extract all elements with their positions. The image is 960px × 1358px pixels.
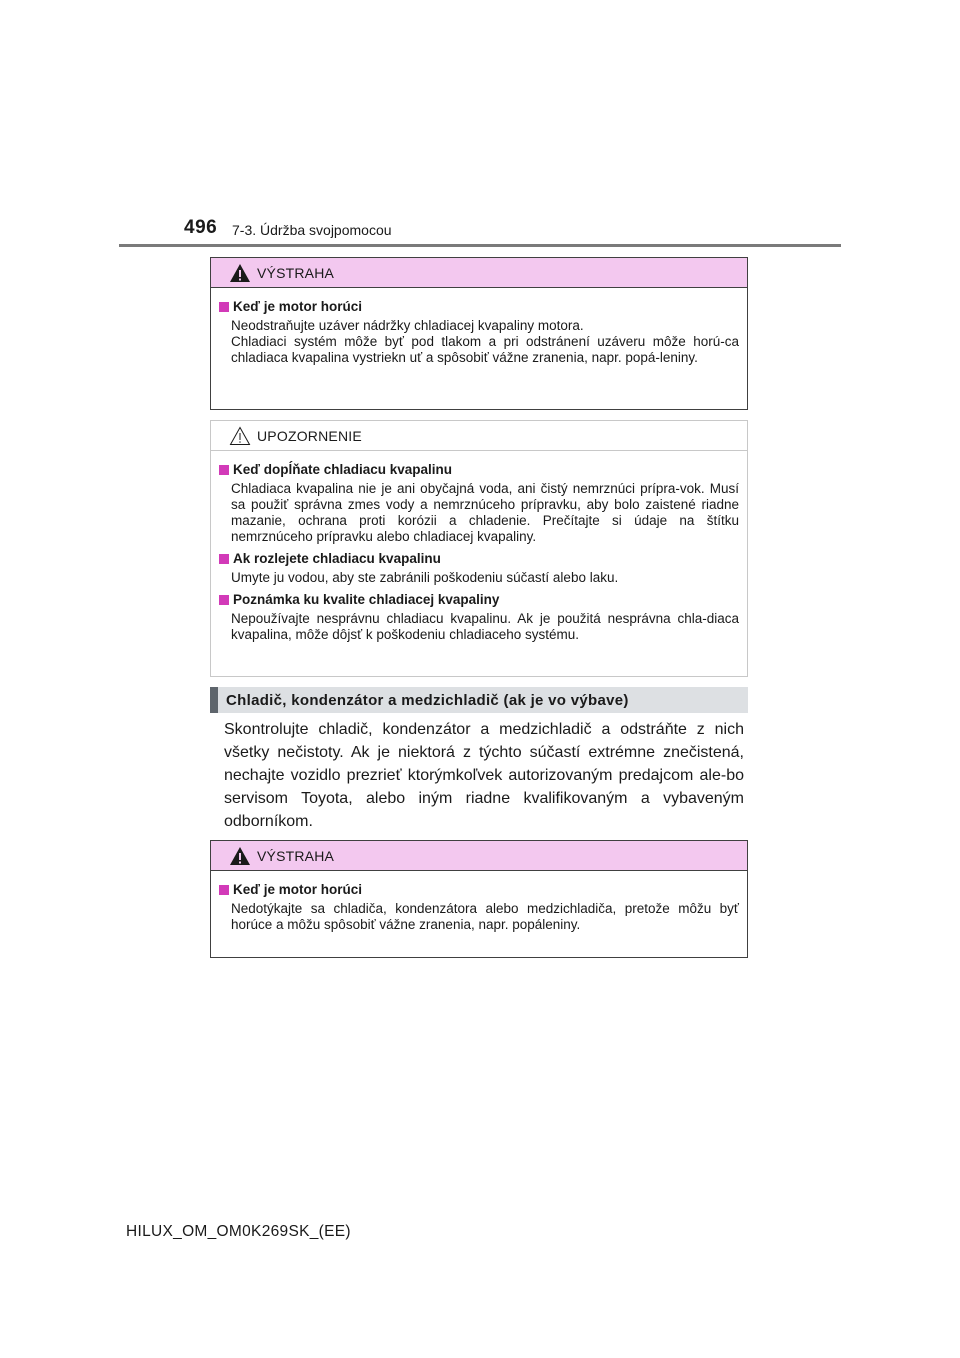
item-title xyxy=(219,592,739,607)
body-paragraph: Skontrolujte chladič, kondenzátor a medzichladič a odstráňte z nich všetky nečistoty. Ak je niektorá z týchto súčastí extrémne znečistená, nechajte vozidlo prezrieť ktorýmkoľvek autorizovaným predajcom ale-bo servisom Toyota, alebo iným riadne kvalifikovaným a vybaveným odborníkom. xyxy=(224,721,744,830)
item-title-text: Keď je motor horúci xyxy=(233,299,362,314)
item-title-text: Keď dopĺňate chladiacu kvapalinu xyxy=(233,462,453,477)
section-title: 7-3. Údržba svojpomocou xyxy=(232,222,392,238)
caution-box-header xyxy=(211,421,747,451)
item-text: Chladiaca kvapalina nie je ani obyčajná voda, ani čistý nemrznúci prípra-vok. Musí sa použiť správna zmes vody a nemrznúceho prípravku, aby bolo zaistené riadne mazanie, ochrana proti korózii a chladenie. Prečítajte si údaje na štítku nemrznúceho prípravku alebo chladiacej kvapaliny. xyxy=(231,481,739,544)
section-heading-text: Chladič, kondenzátor a medzichladič (ak je vo výbave) xyxy=(226,691,629,709)
item-text xyxy=(231,318,739,366)
header-rule xyxy=(119,244,841,247)
item-title xyxy=(219,882,739,897)
caution-icon xyxy=(229,426,251,446)
item-title-text: Keď je motor horúci xyxy=(233,882,362,897)
warning-box-header xyxy=(211,841,747,871)
bullet-icon xyxy=(219,885,229,895)
bullet-icon xyxy=(219,595,229,605)
item-title xyxy=(219,462,739,477)
warning-box-body xyxy=(211,288,747,378)
caution-label: UPOZORNENIE xyxy=(257,427,362,444)
section-heading xyxy=(210,687,748,713)
item-text-line: Neodstraňujte uzáver nádržky chladiacej kvapaliny motora. xyxy=(231,318,584,333)
warning-box xyxy=(210,840,748,958)
warning-box xyxy=(210,257,748,410)
warning-box-header xyxy=(211,258,747,288)
item-text: Umyte ju vodou, aby ste zabránili poškodeniu súčastí alebo laku. xyxy=(231,570,619,585)
warning-icon xyxy=(229,846,251,866)
item-text-line: Chladiaci systém môže byť pod tlakom a pri odstránení uzáveru môže horú-ca chladiaca kvapalina vystriekn uť a spôsobiť vážne zranenia, napr. popá-leniny. xyxy=(231,334,739,365)
item-title xyxy=(219,551,739,566)
warning-label: VÝSTRAHA xyxy=(257,264,335,281)
bullet-icon xyxy=(219,465,229,475)
item-text: Nepoužívajte nesprávnu chladiacu kvapalinu. Ak je použitá nesprávna chla-diaca kvapalina, môže dôjsť k poškodeniu chladiaceho systému. xyxy=(231,611,739,642)
item-title-text: Ak rozlejete chladiacu kvapalinu xyxy=(233,551,441,566)
bullet-icon xyxy=(219,302,229,312)
item-title-text: Poznámka ku kvalite chladiacej kvapaliny xyxy=(233,592,500,607)
caution-box xyxy=(210,420,748,677)
document-code: HILUX_OM_OM0K269SK_(EE) xyxy=(126,1223,351,1240)
warning-label: VÝSTRAHA xyxy=(257,847,335,864)
caution-box-body xyxy=(211,451,747,655)
page-number: 496 xyxy=(184,217,218,238)
bullet-icon xyxy=(219,554,229,564)
warning-icon xyxy=(229,263,251,283)
item-title xyxy=(219,299,739,314)
item-text: Nedotýkajte sa chladiča, kondenzátora alebo medzichladiča, pretože môžu byť horúce a môžu spôsobiť vážne zranenia, napr. popáleniny. xyxy=(231,901,739,932)
warning-box-body xyxy=(211,871,747,945)
